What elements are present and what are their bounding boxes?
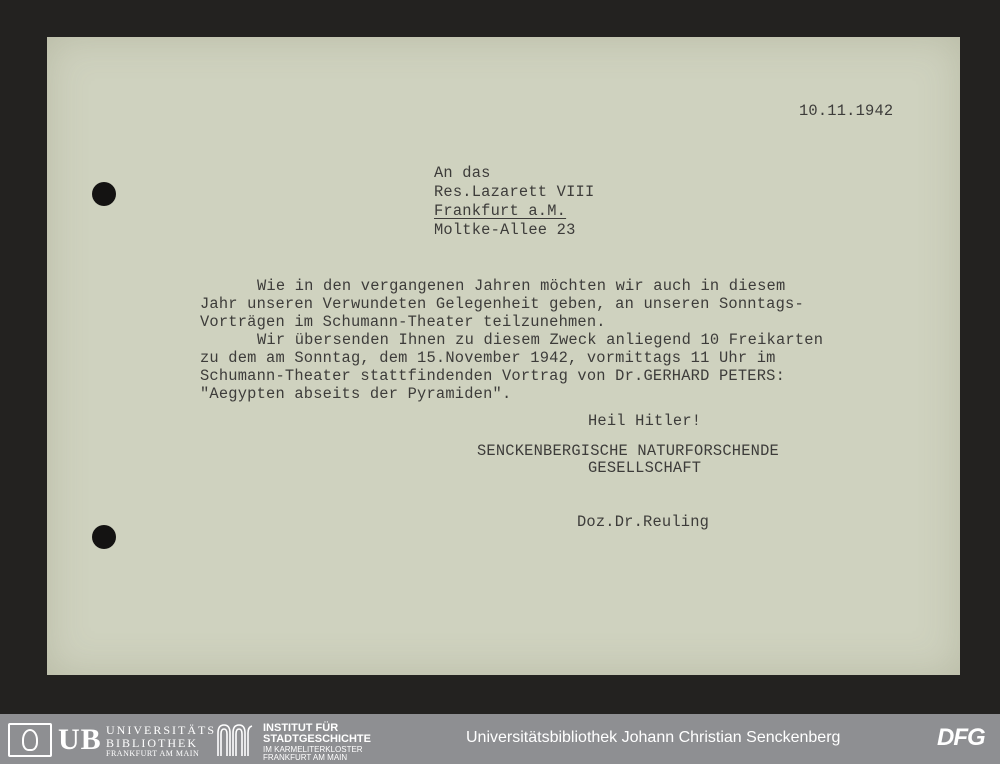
organization-line-2: GESELLSCHAFT: [588, 459, 702, 477]
ub-line-3: FRANKFURT AM MAIN: [106, 749, 200, 758]
letter-page: [47, 37, 960, 675]
dfg-logo[interactable]: DFG: [937, 724, 985, 751]
body-line-4: Wir übersenden Ihnen zu diesem Zweck anliegend 10 Freikarten: [257, 331, 824, 349]
body-line-5: zu dem am Sonntag, dem 15.November 1942, vormittags 11 Uhr im: [200, 349, 776, 367]
isg-line-2: STADTGESCHICHTE: [263, 733, 371, 745]
ub-logo[interactable]: [8, 723, 216, 758]
isg-line-4: FRANKFURT AM MAIN: [263, 753, 348, 762]
isg-line-3: IM KARMELITERKLOSTER: [263, 745, 363, 754]
body-line-7: "Aegypten abseits der Pyramiden".: [200, 385, 512, 403]
address-line-1: An das: [434, 164, 491, 182]
body-line-3: Vorträgen im Schumann-Theater teilzunehmen.: [200, 313, 606, 331]
address-line-3: Frankfurt a.M.: [434, 202, 567, 220]
body-line-2: Jahr unseren Verwundeten Gelegenheit geben, an unseren Sonntags-: [200, 295, 804, 313]
portrait-icon: [8, 723, 52, 757]
body-line-1: Wie in den vergangenen Jahren möchten wir auch in diesem: [257, 277, 786, 295]
body-line-6: Schumann-Theater stattfindenden Vortrag von Dr.GERHARD PETERS:: [200, 367, 786, 385]
ub-line-2: BIBLIOTHEK: [106, 736, 198, 750]
isg-logo[interactable]: [215, 722, 415, 762]
library-footer: [0, 714, 1000, 764]
address-line-2: Res.Lazarett VIII: [434, 183, 595, 201]
punch-hole-top: [92, 182, 116, 206]
arches-icon: [215, 723, 255, 757]
letter-date: 10.11.1942: [799, 102, 894, 120]
organization-line-1: SENCKENBERGISCHE NATURFORSCHENDE: [477, 442, 779, 460]
isg-line-1: INSTITUT FÜR: [263, 722, 339, 734]
signature: Doz.Dr.Reuling: [577, 513, 710, 531]
closing-greeting: Heil Hitler!: [588, 412, 702, 430]
address-line-4: Moltke-Allee 23: [434, 221, 576, 239]
punch-hole-bottom: [92, 525, 116, 549]
library-name[interactable]: Universitätsbibliothek Johann Christian Senckenberg: [466, 729, 841, 746]
ub-line-1: UNIVERSITÄTS: [106, 723, 216, 737]
ub-letters: UB: [58, 723, 102, 756]
